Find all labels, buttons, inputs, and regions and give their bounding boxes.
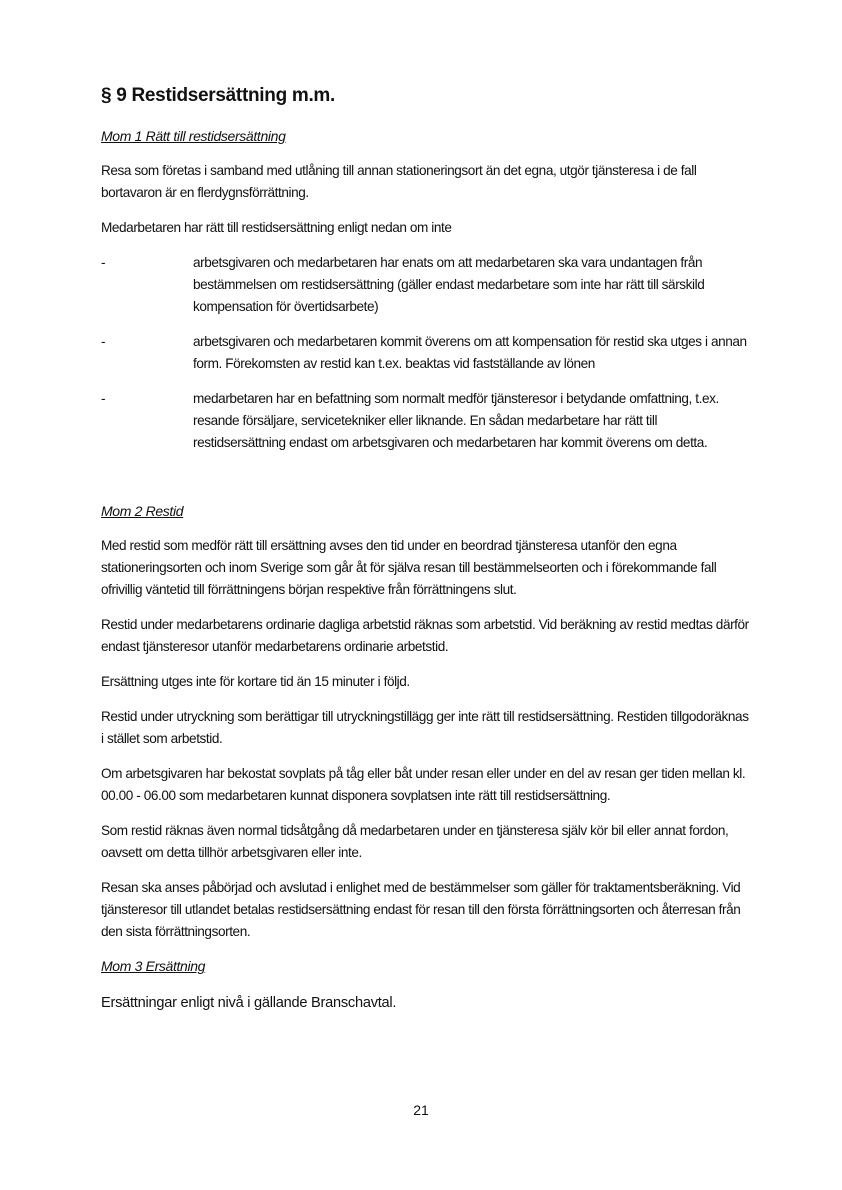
mom2-paragraph: Med restid som medför rätt till ersättning avses den tid under en beordrad tjänsteresa utanför den egna stationeringsorten och inom Sverige som går åt för själva resan till bestämmelseorten och i förekommande fall ofrivillig väntetid till förrättningens början respektive från förrättningens slut. [101,538,717,597]
mom1-paragraph: Medarbetaren har rätt till restidsersättning enligt nedan om inte [101,220,452,235]
list-item-text: arbetsgivaren och medarbetaren har enats om att medarbetaren ska vara undantagen från bestämmelsen om restidsersättning (gäller endast medarbetare som inte har rätt till särskild kompensation för övertidsarbete) [193,255,705,314]
mom2-paragraph: Om arbetsgivaren har bekostat sovplats på tåg eller båt under resan eller under en del av resan ger tiden mellan kl. 00.00 - 06.00 som medarbetaren kunnat disponera sovplatsen inte rätt till restidsersättning. [101,766,746,803]
mom1-exception-list [101,252,751,454]
dash-bullet: - [101,391,106,406]
mom2-paragraph: Restid under utryckning som berättigar till utryckningstillägg ger inte rätt till restidsersättning. Restiden tillgodoräknas i stället som arbetstid. [101,709,749,746]
mom2-paragraph: Resan ska anses påbörjad och avslutad i enlighet med de bestämmelser som gäller för traktamentsberäkning. Vid tjänsteresor till utlandet betalas restidsersättning endast för resan till den första förrättningsorten och återresan från den sista förrättningsorten. [101,880,741,939]
section-title: § 9 Restidsersättning m.m. [101,85,335,106]
list-item-text: medarbetaren har en befattning som normalt medför tjänsteresor i betydande omfattning, t.ex. resande försäljare, servicetekniker eller liknande. En sådan medarbetare har rätt till restidsersättning endast om arbetsgivaren och medarbetaren har kommit överens om detta. [193,391,719,450]
mom1-paragraph: Resa som företas i samband med utlåning till annan stationeringsort än det egna, utgör tjänsteresa i de fall bortavaron är en flerdygnsförrättning. [101,163,697,200]
mom2-section [101,501,751,943]
mom3-paragraph: Ersättningar enligt nivå i gällande Branschavtal. [101,995,397,1011]
mom3-section [101,956,751,1014]
mom1-section [101,126,751,454]
page-number: 21 [413,1102,429,1118]
mom2-paragraph: Som restid räknas även normal tidsåtgång då medarbetaren under en tjänsteresa själv kör bil eller annat fordon, oavsett om detta tillhör arbetsgivaren eller inte. [101,823,729,860]
dash-bullet: - [101,255,106,270]
dash-bullet: - [101,334,106,349]
mom2-paragraph: Ersättning utges inte för kortare tid än 15 minuter i följd. [101,674,410,689]
list-item [101,252,751,318]
mom2-heading: Mom 2 Restid [101,503,184,519]
list-item [101,388,751,454]
mom1-heading: Mom 1 Rätt till restidsersättning [101,128,286,144]
list-item [101,331,751,375]
mom3-heading: Mom 3 Ersättning [101,958,206,974]
page-content [101,84,751,1027]
mom2-paragraph: Restid under medarbetarens ordinarie dagliga arbetstid räknas som arbetstid. Vid beräkning av restid medtas därför endast tjänsteresor utanför medarbetarens ordinarie arbetstid. [101,617,749,654]
list-item-text: arbetsgivaren och medarbetaren kommit överens om att kompensation för restid ska utges i annan form. Förekomsten av restid kan t.ex. beaktas vid fastställande av lönen [193,334,747,371]
